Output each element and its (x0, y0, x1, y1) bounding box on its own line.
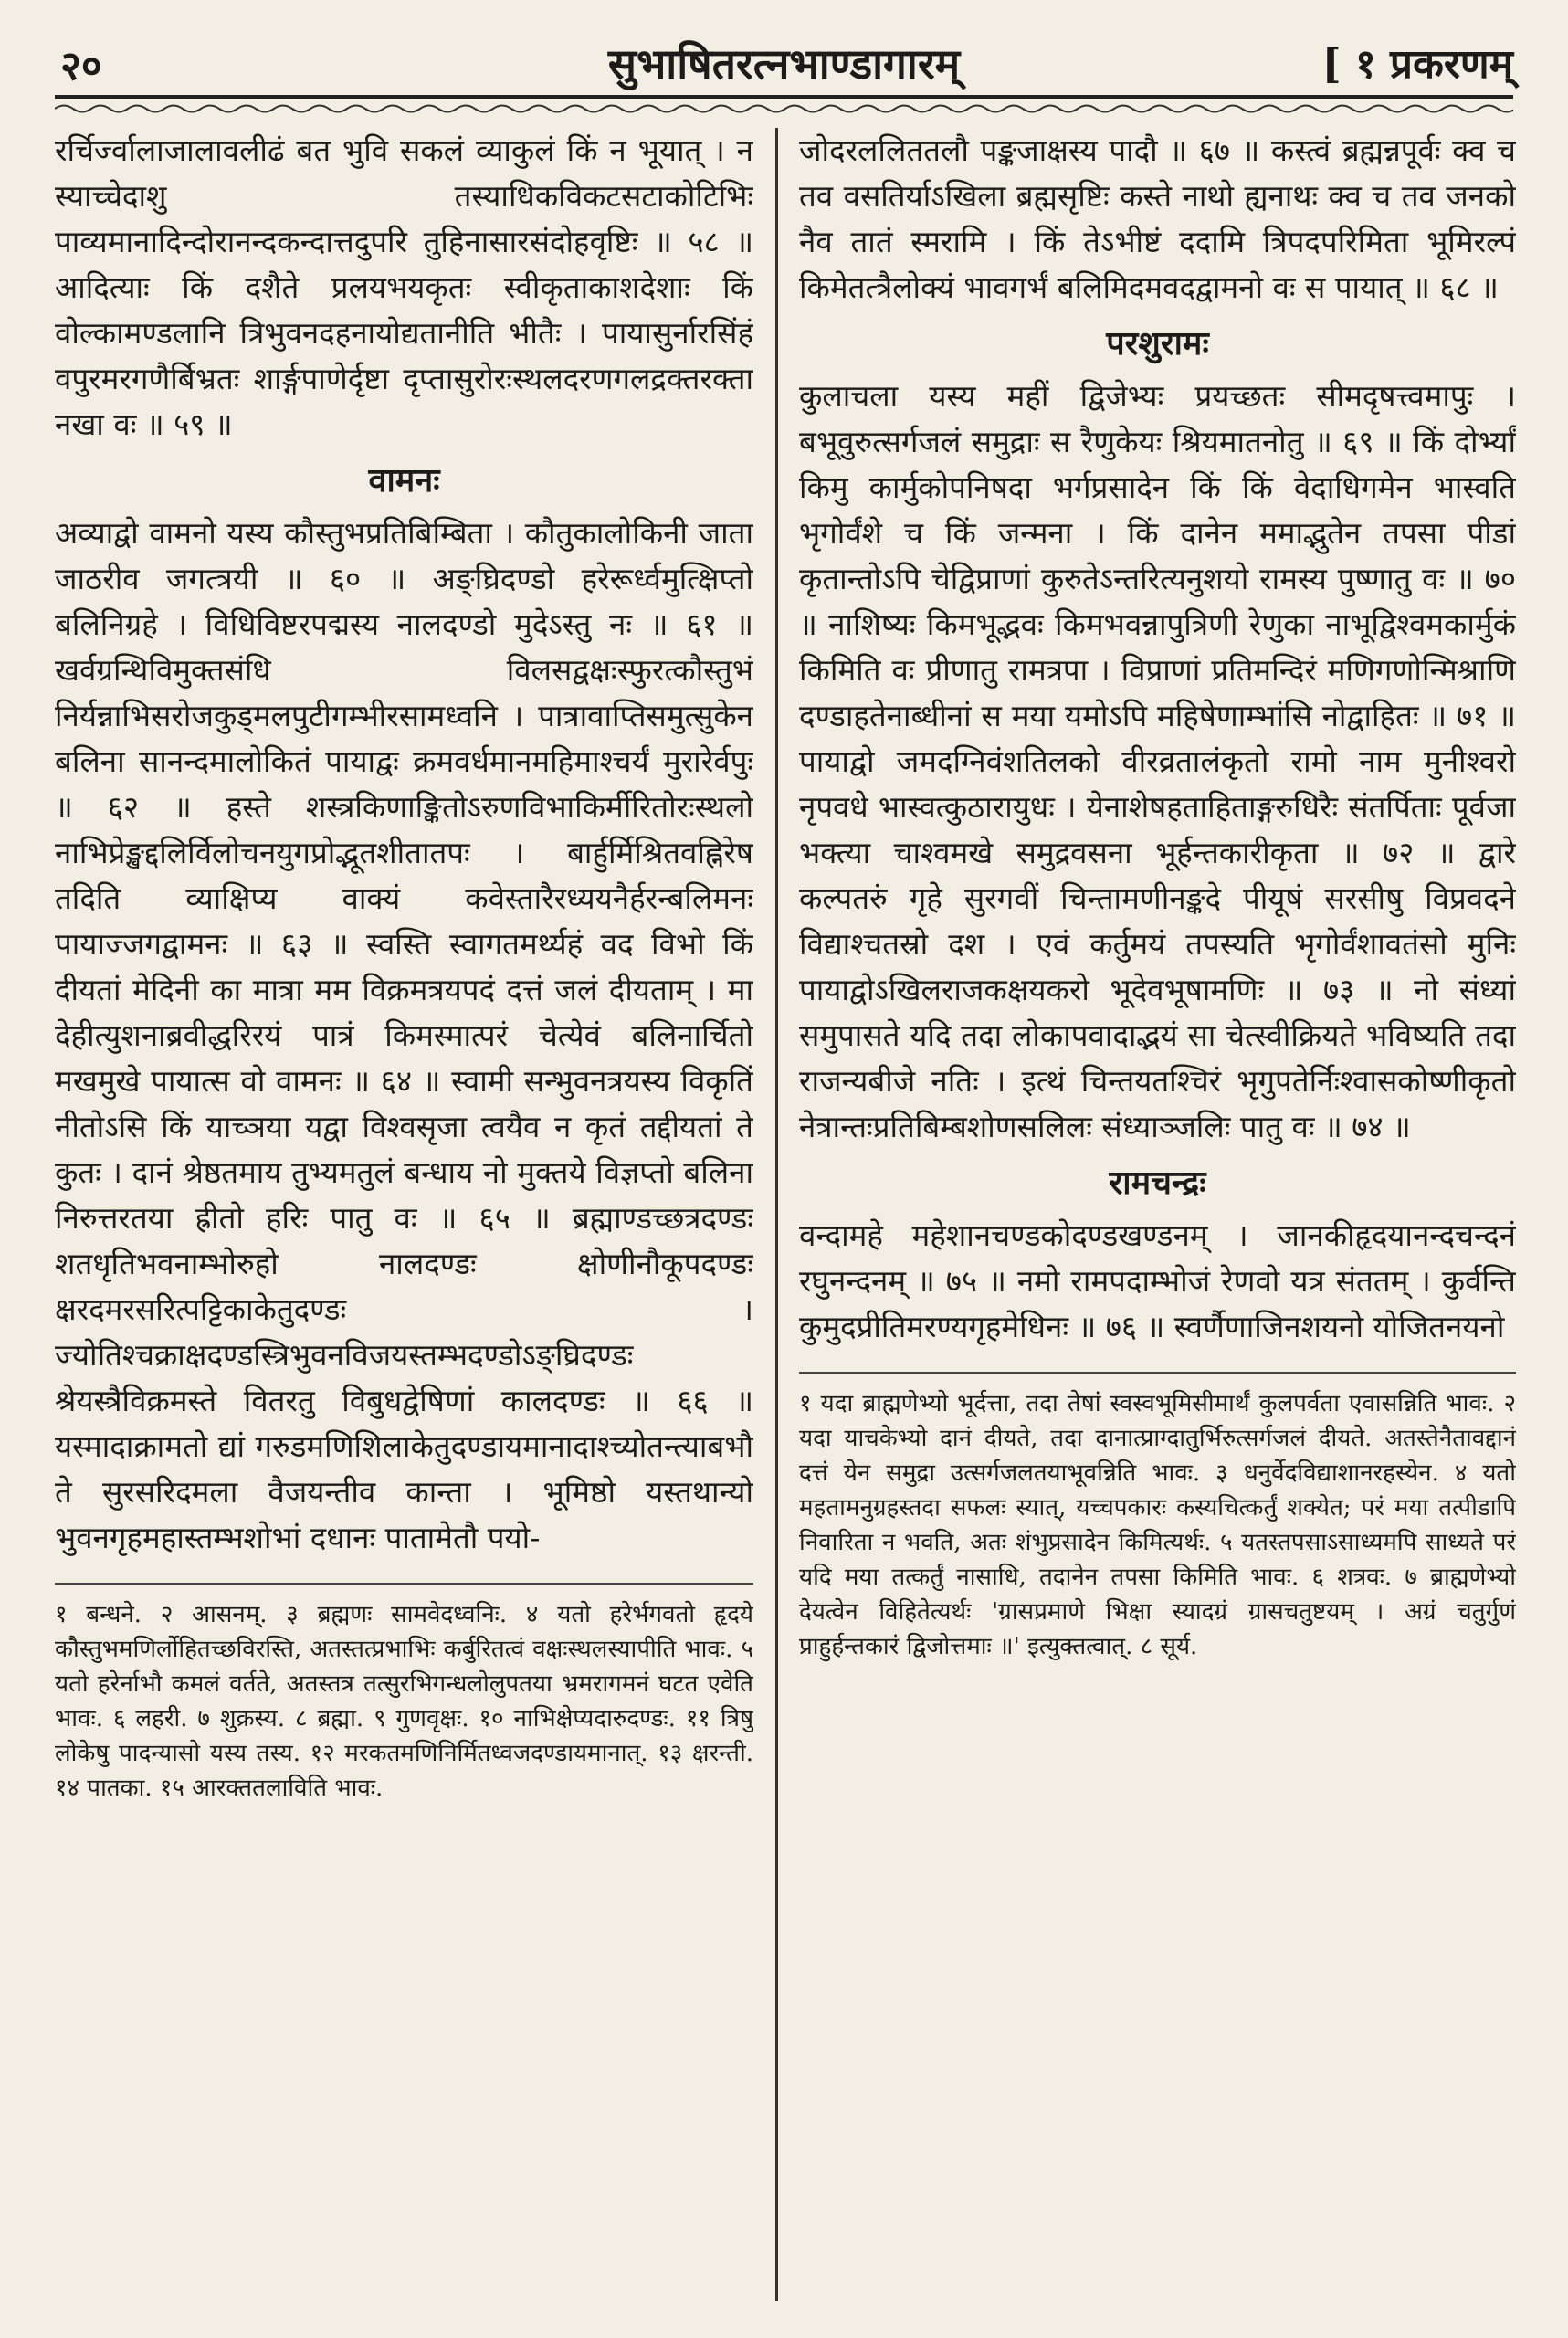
section-label: [ १ प्रकरणम् (1321, 41, 1513, 88)
vamana-verses: अव्याद्वो वामनो यस्य कौस्तुभप्रतिबिम्बिता । कौतुकालोकिनी जाता जाठरीव जगत्त्रयी ॥ ६० ॥ अङ्घ्रिदण्डो हरेरूर्ध्वमुत्क्षिप्तो बलिनिग्रहे । विधिविष्टरपद्मस्य नालदण्डो मुदेऽस्तु नः ॥ ६१ ॥ खर्वग्रन्थिविमुक्तसंधि विलसद्वक्षःस्फुरत्कौस्तुभं निर्यन्नाभिसरोजकुड्मलपुटीगम्भीरसामध्वनि । पात्रावाप्तिसमुत्सुकेन बलिना सानन्दमालोकितं पायाद्वः क्रमवर्धमानमहिमाश्चर्यं मुरारेर्वपुः ॥ ६२ ॥ हस्ते शस्त्रकिणाङ्किताेऽरुणविभाकिर्मीरितोरःस्थलो नाभिप्रेङ्खद्दलिर्विलोचनयुगप्रोद्भूतशीतातपः । बार्हुर्मिश्रितवह्निरेष तदिति व्याक्षिप्य वाक्यं कवेस्तारैरध्ययनैर्हरन्बलिमनः पायाज्जगद्वामनः ॥ ६३ ॥ स्वस्ति स्वागतमर्थ्यहं वद विभो किं दीयतां मेदिनी का मात्रा मम विक्रमत्रयपदं दत्तं जलं दीयताम् । मा देहीत्युशनाब्रवीद्धरिरयं पात्रं किमस्मात्परं चेत्येवं बलिनार्चितो मखमुखे पायात्स वो वामनः ॥ ६४ ॥ स्वामी सन्भुवनत्रयस्य विकृतिं नीतोऽसि किं याच्ञया यद्वा विश्वसृजा त्वयैव न कृतं तद्दीयतां ते कुतः । दानं श्रेष्ठतमाय तुभ्यमतुलं बन्धाय नो मुक्तये विज्ञप्तो बलिना निरुत्तरतया ह्रीतो हरिः पातु वः ॥ ६५ ॥ ब्रह्माण्डच्छत्रदण्डः शतधृतिभवनाम्भोरुहो नालदण्डः क्षोणीनौकूपदण्डः क्षरदमरसरित्पट्टिकाकेतुदण्डः । ज्योतिश्चक्राक्षदण्डस्त्रिभुवनविजयस्तम्भदण्डोऽङ्घ्रिदण्डः श्रेयस्त्रैविक्रमस्ते वितरतु विबुधद्वेषिणां कालदण्डः ॥ ६६ ॥ यस्मादाक्रामतो द्यां गरुडमणिशिलाकेतुदण्डायमानादाश्च्योतन्त्याबभौ ते सुरसरिदमला वैजयन्तीव कान्ता । भूमिष्ठो यस्तथान्यो भुवनगृहमहास्तम्भशोभां दधानः पातामेतौ पयो- (55, 515, 753, 1555)
page-number: २० (60, 43, 102, 90)
parashurama-verses: कुलाचला यस्य महीं द्विजेभ्यः प्रयच्छतः सीमदृषत्त्वमापुः । बभूवुरुत्सर्गजलं समुद्राः स रैणुकेयः श्रियमातनोतु ॥ ६९ ॥ किं दोर्भ्यां किमु कार्मुकोपनिषदा भर्गप्रसादेन किं किं वेदाधिगमेन भास्वति भृगोर्वंशे च किं जन्मना । किं दानेन ममाद्भुतेन तपसा पीडां कृतान्तोऽपि चेद्विप्राणां कुरुतेऽन्तरित्यनुशयो रामस्य पुष्णातु वः ॥ ७० ॥ नाशिष्यः किमभूद्भवः किमभवन्नापुत्रिणी रेणुका नाभूद्विश्वमकार्मुकं किमिति वः प्रीणातु रामत्रपा । विप्राणां प्रतिमन्दिरं मणिगणोन्मिश्राणि दण्डाहतेनाब्धीनां स मया यमोऽपि महिषेणाम्भांसि नोद्वाहितः ॥ ७१ ॥ पायाद्वो जमदग्निवंशतिलको वीरव्रतालंकृतो रामो नाम मुनीश्वरो नृपवधे भास्वत्कुठारायुधः । येनाशेषहताहिताङ्गरुधिरैः संतर्पिताः पूर्वजा भक्त्या चाश्वमखे समुद्रवसना भूर्हन्तकारीकृता ॥ ७२ ॥ द्वारे कल्पतरुं गृहे सुरगवीं चिन्तामणीनङ्कदे पीयूषं सरसीषु विप्रवदने विद्याश्चतस्रो दश । एवं कर्तुमयं तपस्यति भृगोर्वंशावतंसो मुनिः पायाद्वोऽखिलराजकक्षयकरो भूदेवभूषामणिः ॥ ७३ ॥ नो संध्यां समुपासते यदि तदा लोकापवादाद्भयं सा चेत्स्वीक्रियते भविष्यति तदा राजन्यबीजे नतिः । इत्थं चिन्तयतश्चिरं भृगुपतेर्निःश्वासकोष्णीकृतो नेत्रान्तःप्रतिबिम्बशोणसलिलः संध्याञ्जलिः पातु वः ॥ ७४ ॥ (799, 378, 1516, 1144)
left-intro-verses: रर्चिर्ज्वालाजालावलीढं बत भुवि सकलं व्याकुलं किं न भूयात् । न स्याच्चेदाशु तस्याधिकविकटसटाकोटिभिः पाव्यमानादिन्दोरानन्दकन्दात्तदुपरि तुहिनासारसंदोहवृष्टिः ॥ ५८ ॥ आदित्याः किं दशैते प्रलयभयकृतः स्वीकृताकाशदेशाः किं वोल्कामण्डलानि त्रिभुवनदहनायोद्यतानीति भीतैः । पायासुर्नारसिंहं वपुरमरगणैर्बिभ्रतः शार्ङ्गपाणेर्दृष्टा दृप्तासुरोरःस्थलदरणगलद्रक्तरक्ता नखा वः ॥ ५९ ॥ (55, 132, 753, 442)
heading-parashurama: परशुरामः (1106, 324, 1209, 363)
left-column (55, 128, 753, 2279)
right-footnotes: १ यदा ब्राह्मणेभ्यो भूर्दत्ता, तदा तेषां स्वस्वभूमिसीमार्थं कुलपर्वता एवासन्निति भावः. २ यदा याचकेभ्यो दानं दीयते, तदा दानात्प्राग्दातुर्भिरुत्सर्गजलं दीयते. अतस्तेनैतावद्दानं दत्तं येन समुद्रा उत्सर्गजलतयाभूवन्निति भावः. ३ धनुर्वेदविद्याशानरहस्येन. ४ यतो महतामनुग्रहस्तदा सफलः स्यात्, यच्चपकारः कस्यचित्कर्तुं शक्येत; परं मया तत्पीडापि निवारिता न भवति, अतः शंभुप्रसादेन किमित्यर्थः. ५ यतस्तपसाऽसाध्यमपि साध्यते परं यदि मया तत्कर्तुं नासाधि, तदानेन तपसा किमिति भावः. ६ शत्रवः. ७ ब्राह्मणेभ्यो देयत्वेन विहितेत्यर्थः 'ग्रासप्रमाणे भिक्षा स्यादग्रं ग्रासचतुष्टयम् । अग्रं चतुर्गुणं प्राहुर्हन्तकारं द्विजोत्तमाः ॥' इत्युक्तत्वात्. ८ सूर्य. (799, 1390, 1516, 1660)
right-column (799, 128, 1516, 2279)
ramachandra-verses: वन्दामहे महेशानचण्डकोदण्डखण्डनम् । जानकीहृदयानन्दचन्दनं रघुनन्दनम् ॥ ७५ ॥ नमो रामपदाम्भोजं रेणवो यत्र संततम् । कुर्वन्ति कुमुदप्रीतिमरण्यगृहमेधिनः ॥ ७६ ॥ स्वर्णैणाजिनशयनो योजितनयनो (799, 1217, 1516, 1344)
page-header (55, 26, 1513, 99)
heading-vamana: वामनः (368, 461, 440, 500)
left-footnote-rule (55, 1583, 753, 1585)
right-footnote-rule (799, 1372, 1516, 1374)
header-rule (55, 95, 1513, 99)
left-footnotes: १ बन्धने. २ आसनम्. ३ ब्रह्मणः सामवेदध्वनिः. ४ यतो हरेर्भगवतो हृदये कौस्तुभमणिर्लोहितच्छविरस्ति, अतस्तत्प्रभाभिः कर्बुरितत्वं वक्षःस्थलस्यापीति भावः. ५ यतो हरेर्नाभौ कमलं वर्तते, अतस्तत्र तत्सुरभिगन्धलोलुपतया भ्रमरागमनं घटत एवेति भावः. ६ लहरी. ७ शुक्रस्य. ८ ब्रह्मा. ९ गुणवृक्षः. १० नाभिक्षेप्यदारुदण्डः. ११ त्रिषु लोकेषु पादन्यासो यस्य तस्य. १२ मरकतमणिनिर्मितध्वजदण्डायमानात्. १३ क्षरन्ती. १४ पातका. १५ आरक्ततलाविति भावः. (55, 1601, 753, 1802)
right-intro-verses: जोदरललिततलौ पङ्कजाक्षस्य पादौ ॥ ६७ ॥ कस्त्वं ब्रह्मन्नपूर्वः क्व च तव वसतिर्याऽखिला ब्रह्मसृष्टिः कस्ते नाथो ह्यनाथः क्व च तव जनको नैव तातं स्मरामि । किं तेऽभीष्टं ददामि त्रिपदपरिमिता भूमिरल्पं किमेतत्त्रैलोक्यं भावगर्भं बलिमिदमवदद्वामनो वः स पायात् ॥ ६८ ॥ (799, 132, 1516, 305)
running-title: सुभाषितरत्नभाण्डागारम् (607, 39, 961, 89)
column-divider (775, 128, 778, 2301)
header-wave-rule (55, 102, 1513, 115)
heading-ramachandra: रामचन्द्रः (1109, 1164, 1206, 1202)
